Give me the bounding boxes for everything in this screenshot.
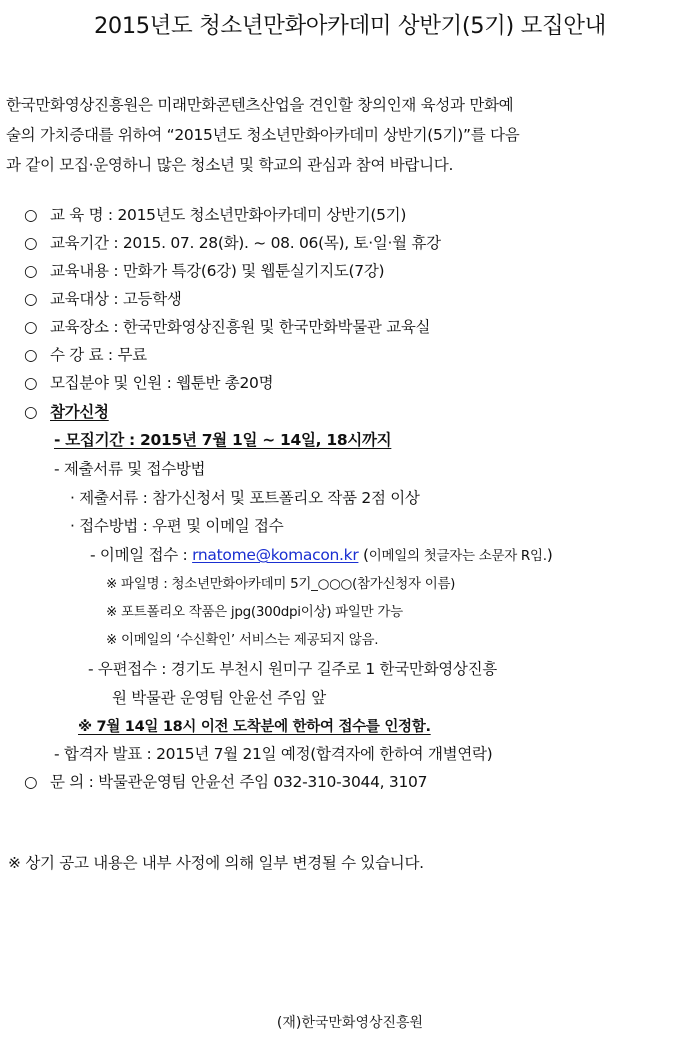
item-course-content — [24, 261, 384, 281]
intro-line-1: 한국만화영상진흥원은 미래만화콘텐츠산업을 견인할 창의인재 육성과 만화예 — [6, 96, 514, 114]
postal-submission-line-1: - 우편접수 : 경기도 부천시 원미구 길주로 1 한국만화영상진흥 — [88, 660, 497, 678]
note-receipt: ※ 이메일의 ‘수신확인’ 서비스는 제공되지 않음. — [106, 632, 379, 648]
bullet-circle-icon: ○ — [24, 403, 38, 421]
item-apply-heading — [24, 402, 109, 422]
postal-submission-line-2: 원 박물관 운영팀 안윤선 주임 앞 — [112, 689, 326, 707]
bullet-circle-icon: ○ — [24, 234, 38, 252]
item-course-place — [24, 317, 430, 337]
item-course-fee — [24, 345, 147, 365]
intro-line-3: 과 같이 모집·운영하니 많은 청소년 및 학교의 관심과 참여 바랍니다. — [6, 156, 454, 174]
deadline-note — [78, 717, 431, 737]
email-note: 이메일의 첫글자는 소문자 R임. — [368, 548, 547, 564]
recruit-period — [54, 430, 391, 450]
apply-heading-text: 참가신청 — [50, 403, 109, 421]
bullet-circle-icon: ○ — [24, 346, 38, 364]
deadline-note-text: ※ 7월 14일 18시 이전 도착분에 한하여 접수를 인정함. — [78, 719, 431, 735]
item-recruit-field — [24, 373, 273, 393]
item-course-content-text: 교육내용 : 만화가 특강(6강) 및 웹툰실기지도(7강) — [50, 262, 385, 280]
bullet-circle-icon: ○ — [24, 318, 38, 336]
email-submission — [90, 545, 552, 566]
item-course-name-text: 교 육 명 : 2015년도 청소년만화아카데미 상반기(5기) — [50, 206, 407, 224]
item-course-name — [24, 205, 406, 225]
item-course-target — [24, 289, 182, 309]
item-course-place-text: 교육장소 : 한국만화영상진흥원 및 한국만화박물관 교육실 — [50, 318, 431, 336]
item-contact-text: 문 의 : 박물관운영팀 안윤선 주임 032-310-3044, 3107 — [50, 773, 428, 791]
bullet-circle-icon: ○ — [24, 773, 38, 791]
email-label: - 이메일 접수 : — [90, 546, 193, 564]
submit-docs: · 제출서류 : 참가신청서 및 포트폴리오 작품 2점 이상 — [70, 489, 420, 507]
docs-method-heading: - 제출서류 및 접수방법 — [54, 460, 206, 478]
email-note-open: ( — [358, 546, 369, 564]
bullet-circle-icon: ○ — [24, 290, 38, 308]
item-contact — [24, 772, 427, 792]
intro-line-2: 술의 가치증대를 위하여 “2015년도 청소년만화아카데미 상반기(5기)”를 다음 — [6, 126, 520, 144]
submit-method: · 접수방법 : 우편 및 이메일 접수 — [70, 517, 284, 535]
bullet-circle-icon: ○ — [24, 374, 38, 392]
page-title: 2015년도 청소년만화아카데미 상반기(5기) 모집안내 — [94, 13, 606, 39]
bullet-circle-icon: ○ — [24, 206, 38, 224]
note-portfolio: ※ 포트폴리오 작품은 jpg(300dpi이상) 파일만 가능 — [106, 604, 403, 620]
issuer-footer: (재)한국만화영상진흥원 — [276, 1015, 424, 1031]
item-course-period-text: 교육기간 : 2015. 07. 28(화). ~ 08. 06(목), 토·일·월 휴강 — [50, 234, 441, 252]
bullet-circle-icon: ○ — [24, 262, 38, 280]
item-recruit-field-text: 모집분야 및 인원 : 웹툰반 총20명 — [50, 374, 274, 392]
apply-heading-underlined — [24, 403, 109, 421]
result-announcement: - 합격자 발표 : 2015년 7월 21일 예정(합격자에 한하여 개별연락) — [54, 745, 493, 763]
item-course-period — [24, 233, 441, 253]
change-notice: ※ 상기 공고 내용은 내부 사정에 의해 일부 변경될 수 있습니다. — [8, 854, 424, 872]
item-course-fee-text: 수 강 료 : 무료 — [50, 346, 147, 364]
recruit-period-text: - 모집기간 : 2015년 7월 1일 ~ 14일, 18시까지 — [54, 431, 392, 449]
email-link[interactable]: rnatome@komacon.kr — [192, 546, 359, 564]
item-course-target-text: 교육대상 : 고등학생 — [50, 290, 182, 308]
intro-paragraph — [6, 90, 696, 180]
email-note-close: ) — [546, 546, 553, 564]
note-filename: ※ 파일명 : 청소년만화아카데미 5기_○○○(참가신청자 이름) — [106, 576, 456, 592]
